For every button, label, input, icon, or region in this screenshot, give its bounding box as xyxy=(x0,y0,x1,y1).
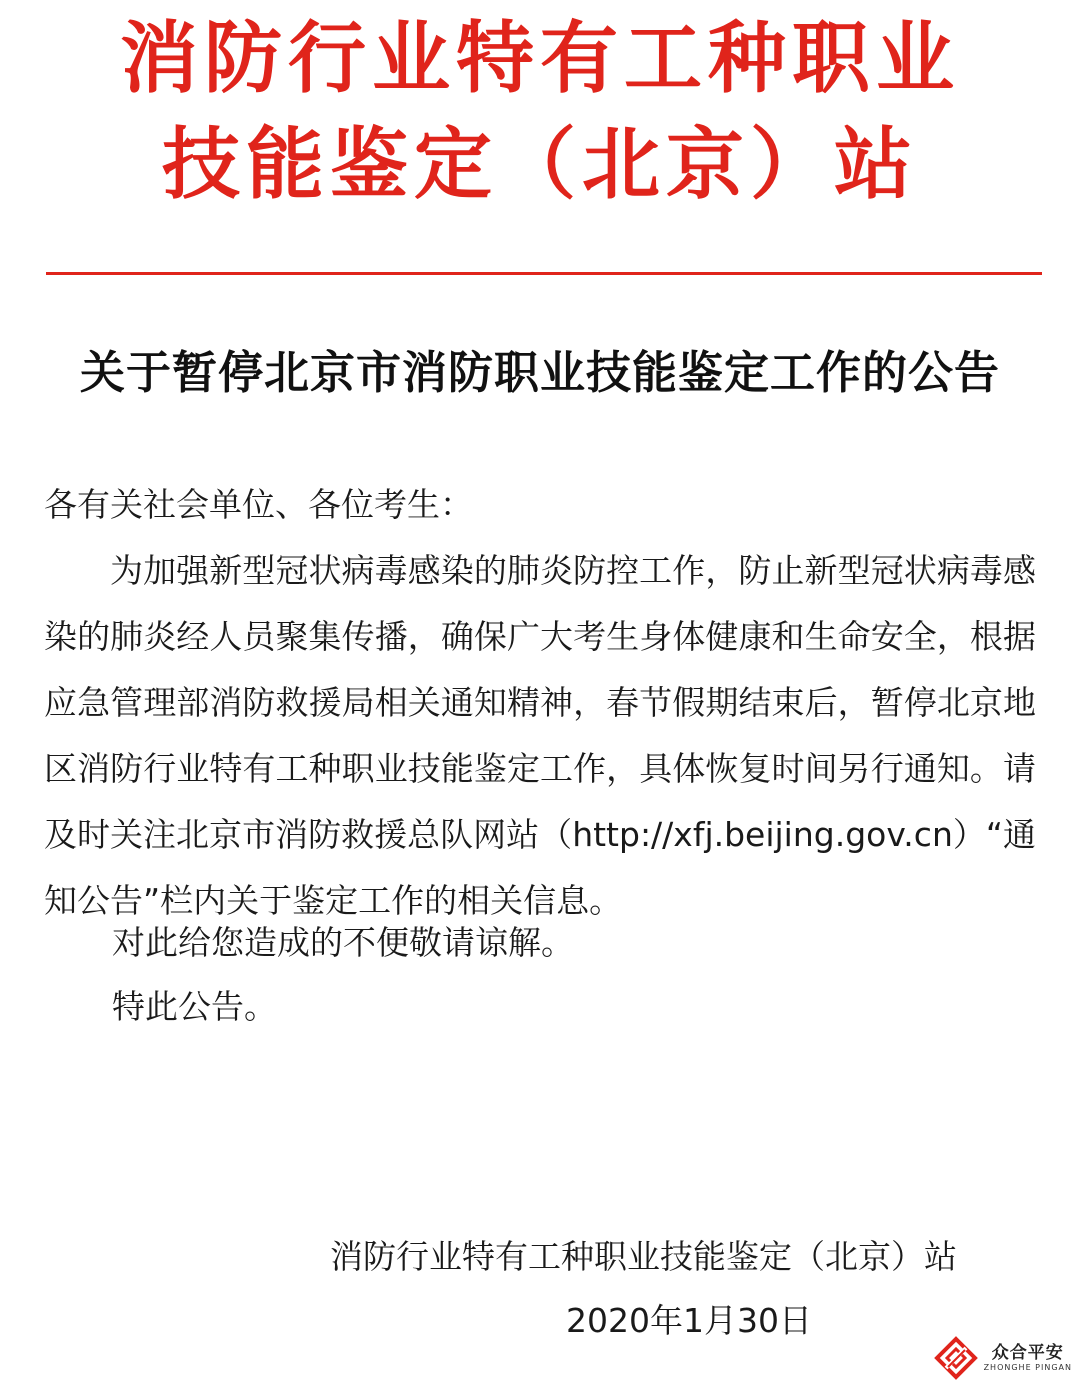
salutation: 各有关社会单位、各位考生： xyxy=(44,485,473,524)
closing-line: 特此公告。 xyxy=(112,987,277,1026)
header-divider xyxy=(46,272,1042,275)
notice-title: 关于暂停北京市消防职业技能鉴定工作的公告 xyxy=(79,346,1000,399)
watermark-name-cn: 众合平安 xyxy=(991,1342,1064,1363)
signature-organization: 消防行业特有工种职业技能鉴定（北京）站 xyxy=(330,1237,957,1276)
zhonghe-pingan-logo-icon xyxy=(934,1336,978,1380)
signature-date: 2020年1月30日 xyxy=(566,1301,812,1340)
notice-body-paragraph: 为加强新型冠状病毒感染的肺炎防控工作，防止新型冠状病毒感染的肺炎经人员聚集传播，确保广大考生身体健康和生命安全，根据应急管理部消防救援局相关通知精神，春节假期结束后，暂停北京地区消防行业特有工种职业技能鉴定工作，具体恢复时间另行通知。请及时关注北京市消防救援总队网站（http://xfj.beijing.gov.cn）“通知公告”栏内关于鉴定工作的相关信息。 xyxy=(44,551,1036,920)
header-title-line-1: 消防行业特有工种职业 xyxy=(119,14,960,104)
apology-line: 对此给您造成的不便敬请谅解。 xyxy=(112,923,574,962)
watermark xyxy=(934,1336,1072,1380)
header-title-line-2: 技能鉴定（北京）站 xyxy=(161,120,918,210)
watermark-name-en: ZHONGHE PINGAN xyxy=(983,1362,1072,1372)
